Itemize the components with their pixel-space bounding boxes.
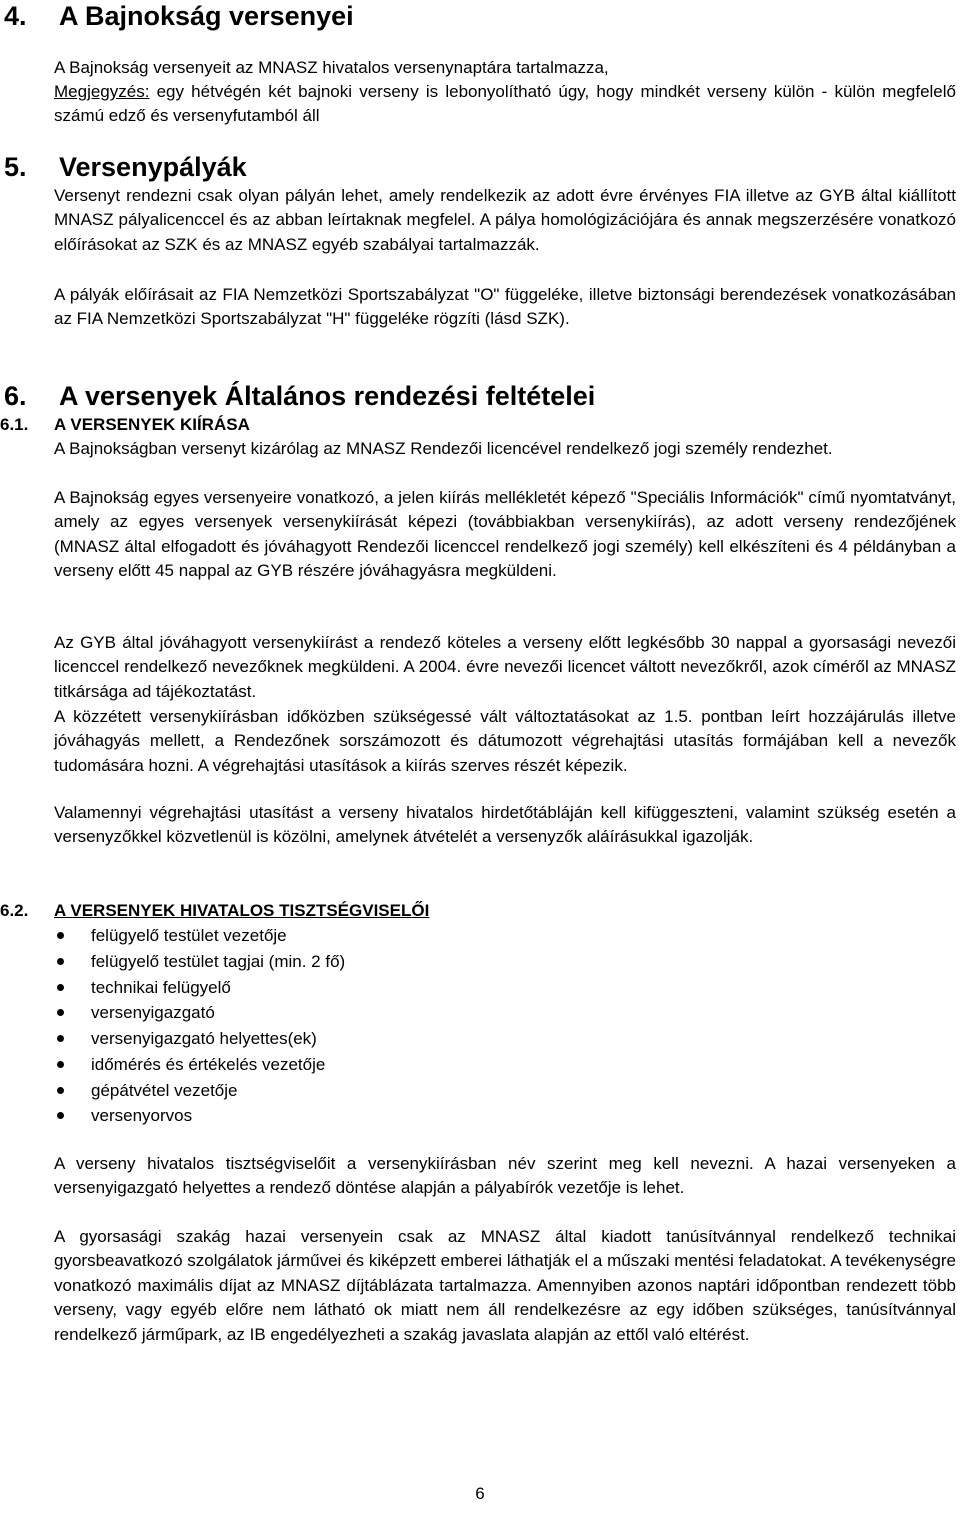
bullet-icon xyxy=(57,1087,64,1094)
list-item xyxy=(54,949,345,975)
section-5-heading xyxy=(4,151,247,183)
subsection-6-2-paragraph-2: A gyorsasági szakág hazai versenyein csak az MNASZ által kiadott tanúsítvánnyal rendelkező technikai gyorsbeavatkozó szolgálatok járművei és kiképzett emberei láthatják el a műszaki mentési feladatokat. A tevékenységre vonatkozó maximális díjat az MNASZ díjtáblázata tartalmazza. Amennyiben azonos naptári időpontban rendezett több verseny, vagy egyéb előre nem látható ok miatt nem áll rendelkezésre az egy időben szükséges, tanúsítvánnyal rendelkező járműpark, az IB engedélyezheti a szakág javaslata alapján az ettől való eltérést. xyxy=(54,1227,956,1344)
list-item xyxy=(54,1000,345,1026)
list-item-text: technikai felügyelő xyxy=(91,977,231,997)
list-item xyxy=(54,923,345,949)
list-item xyxy=(54,1026,345,1052)
section-4-paragraph: A Bajnokság versenyeit az MNASZ hivatalos versenynaptára tartalmazza, xyxy=(54,58,609,77)
section-number: 5. xyxy=(4,152,27,182)
list-item-text: versenyorvos xyxy=(91,1106,193,1126)
bullet-icon xyxy=(57,1035,64,1042)
section-title: A versenyek Általános rendezési feltételei xyxy=(59,381,596,411)
list-item-text: felügyelő testület tagjai (min. 2 fő) xyxy=(91,951,346,971)
subsection-number: 6.2. xyxy=(0,901,29,920)
bullet-icon xyxy=(57,932,64,939)
note-text: egy hétvégén két bajnoki verseny is lebonyolítható úgy, hogy mindkét verseny külön - külön megfelelő számú edző és versenyfutamból áll xyxy=(54,82,956,126)
section-number: 6. xyxy=(4,381,27,411)
bullet-icon xyxy=(57,1009,64,1016)
bullet-icon xyxy=(57,1061,64,1068)
list-item-text: felügyelő testület vezetője xyxy=(91,926,287,945)
subsection-6-2-heading xyxy=(0,899,429,923)
section-title: Versenypályák xyxy=(59,152,247,182)
list-item-text: versenyigazgató xyxy=(91,1003,215,1023)
subsection-title: A VERSENYEK HIVATALOS TISZTSÉGVISELŐI xyxy=(54,901,430,920)
list-item xyxy=(54,1103,345,1129)
bullet-icon xyxy=(57,958,64,965)
subsection-6-1-paragraph-1: A Bajnokságban versenyt kizárólag az MNASZ Rendezői licencével rendelkező jogi személy rendezhet. xyxy=(54,439,833,458)
subsection-6-1-paragraph-5: Valamennyi végrehajtási utasítást a verseny hivatalos hirdetőtábláján kell kifüggeszteni, valamint szükség esetén a versenyzőkkel közvetlenül is közölni, amelynek átvételét a versenyzők aláírásukkal igazolják. xyxy=(54,803,956,847)
list-item xyxy=(54,975,345,1001)
list-item-text: versenyigazgató helyettes(ek) xyxy=(91,1029,317,1048)
subsection-6-1-paragraph-4: A közzétett versenykiírásban időközben szükségessé vált változtatásokat az 1.5. pontban leírt hozzájárulás illetve jóváhagyás mellett, a Rendezőnek sorszámozott és dátumozott végrehajtási utasítás formájában kell a nevezők tudomására hozni. A végrehajtási utasítások a kiírás szerves részét képezik. xyxy=(54,707,956,775)
bullet-icon xyxy=(57,1112,64,1119)
page-number: 6 xyxy=(475,1484,485,1503)
officials-list xyxy=(54,923,345,1129)
section-4-note xyxy=(54,80,956,129)
subsection-title: A VERSENYEK KIÍRÁSA xyxy=(54,415,250,434)
list-item-text: időmérés és értékelés vezetője xyxy=(91,1054,326,1074)
bullet-icon xyxy=(57,984,64,991)
section-5-paragraph-2: A pályák előírásait az FIA Nemzetközi Sportszabályzat "O" függeléke, illetve biztonsági berendezések vonatkozásában az FIA Nemzetközi Sportszabályzat "H" függeléke rögzíti (lásd SZK). xyxy=(54,285,956,329)
subsection-6-1-heading xyxy=(0,413,250,437)
list-item xyxy=(54,1078,345,1104)
section-title: A Bajnokság versenyei xyxy=(59,1,354,31)
subsection-number: 6.1. xyxy=(0,415,29,434)
subsection-6-1-paragraph-2: A Bajnokság egyes versenyeire vonatkozó, a jelen kiírás mellékletét képező "Speciális Információk" című nyomtatványt, amely az egyes versenyek versenykiírását képezi (továbbiakban versenykiírás), az adott verseny rendezőjének (MNASZ által elfogadott és jóváhagyott Rendezői licenccel rendelkező jogi személy) kell elkészíteni és 4 példányban a verseny előtt 45 nappal az GYB részére jóváhagyásra megküldeni. xyxy=(54,488,956,581)
section-5-paragraph-1: Versenyt rendezni csak olyan pályán lehet, amely rendelkezik az adott évre érvényes FIA illetve az GYB által kiállított MNASZ pályalicenccel és az abban leírtaknak megfelel. A pálya homológizációjára és annak megszerzésére vonatkozó előírásokat az SZK és az MNASZ egyéb szabályai tartalmazzák. xyxy=(54,186,956,254)
section-number: 4. xyxy=(4,1,27,31)
list-item-text: gépátvétel vezetője xyxy=(91,1080,238,1100)
note-label: Megjegyzés: xyxy=(54,82,150,101)
subsection-6-1-paragraph-3: Az GYB által jóváhagyott versenykiírást a rendező köteles a verseny előtt legkésőbb 30 nappal a gyorsasági nevezői licenccel rendelkező nevezőknek megküldeni. A 2004. évre nevezői licencet váltott nevezőkről, azok címéről az MNASZ titkársága ad tájékoztatást. xyxy=(54,633,956,701)
list-item xyxy=(54,1052,345,1078)
section-4-heading xyxy=(4,0,354,32)
subsection-6-2-paragraph-1: A verseny hivatalos tisztségviselőit a versenykiírásban név szerint meg kell nevezni. A hazai versenyeken a versenyigazgató helyettes a rendező döntése alapján a pályabírók vezetője is lehet. xyxy=(54,1154,956,1198)
section-6-heading xyxy=(4,380,595,412)
